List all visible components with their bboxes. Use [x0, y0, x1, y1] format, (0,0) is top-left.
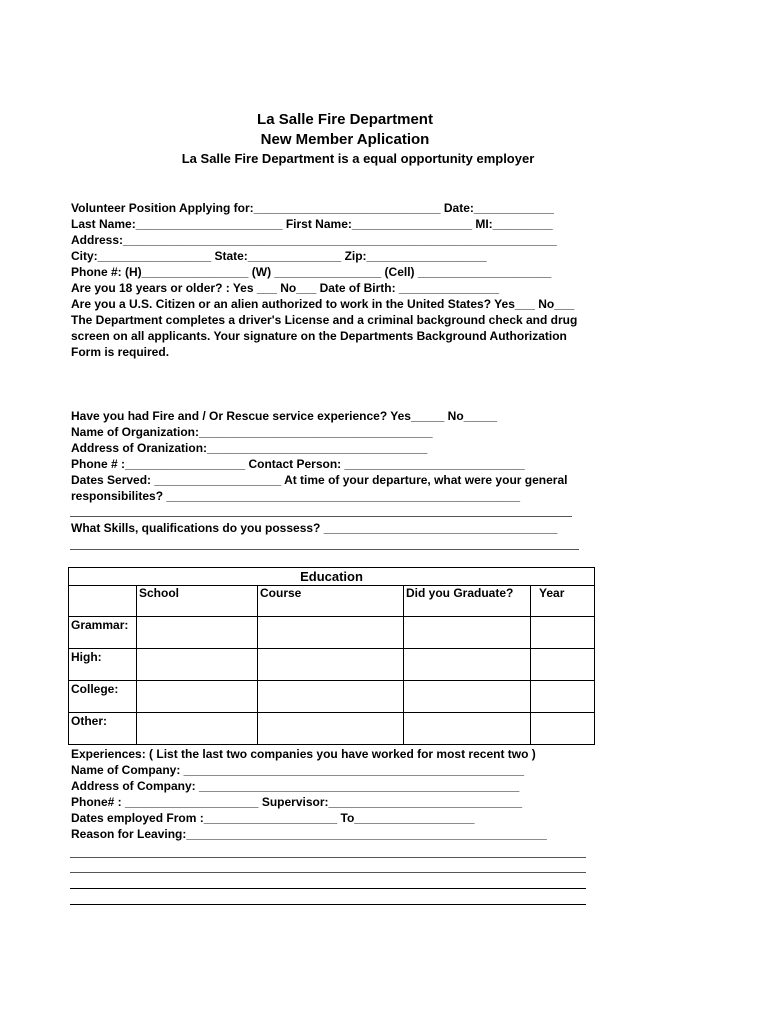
education-table — [68, 567, 595, 745]
education-cell-year[interactable] — [531, 713, 595, 745]
education-cell-graduated[interactable] — [404, 681, 531, 713]
education-cell-school[interactable] — [137, 649, 258, 681]
name-line[interactable]: Last Name:______________________ First Name:__________________ MI:_________ — [71, 217, 553, 231]
education-cell-graduated[interactable] — [404, 713, 531, 745]
education-row-label: Grammar: — [69, 617, 137, 649]
company-address-line[interactable]: Address of Company: ________________________________________________ — [71, 779, 520, 793]
education-cell-course[interactable] — [258, 617, 404, 649]
education-cell-school[interactable] — [137, 617, 258, 649]
position-date-line[interactable]: Volunteer Position Applying for:____________________________ Date:____________ — [71, 201, 554, 215]
reason-extra-rule-4[interactable] — [70, 904, 586, 905]
address-line[interactable]: Address:_________________________________________________________________ — [71, 233, 557, 247]
education-cell-graduated[interactable] — [404, 649, 531, 681]
reason-extra-rule-2[interactable] — [70, 872, 586, 873]
education-cell-course[interactable] — [258, 681, 404, 713]
education-table-title: Education — [69, 568, 595, 586]
background-check-text-3: Form is required. — [71, 345, 170, 359]
dates-served-line[interactable]: Dates Served: ___________________ At time of your departure, what were your general — [71, 473, 568, 487]
skills-line[interactable]: What Skills, qualifications do you possess? ___________________________________ — [71, 521, 558, 535]
education-header-school: School — [137, 586, 258, 617]
dates-employed-line[interactable]: Dates employed From :____________________ To__________________ — [71, 811, 475, 825]
background-check-text: The Department completes a driver's License and a criminal background check and drug — [71, 313, 578, 327]
organization-address-line[interactable]: Address of Oranization:_________________________________ — [71, 441, 428, 455]
education-header-year: Year — [531, 586, 595, 617]
company-phone-supervisor-line[interactable]: Phone# : ____________________ Supervisor:_____________________________ — [71, 795, 523, 809]
education-cell-year[interactable] — [531, 649, 595, 681]
education-row-label: College: — [69, 681, 137, 713]
skills-extra-rule[interactable] — [70, 549, 579, 550]
age-dob-line[interactable]: Are you 18 years or older? : Yes ___ No___ Date of Birth: _______________ — [71, 281, 500, 295]
experience-heading: Experiences: ( List the last two companies you have worked for most recent two ) — [71, 747, 536, 761]
education-row-label: High: — [69, 649, 137, 681]
education-cell-school[interactable] — [137, 681, 258, 713]
reason-for-leaving-line[interactable]: Reason for Leaving:______________________________________________________ — [71, 827, 547, 841]
phone-line[interactable]: Phone #: (H)________________ (W) ________________ (Cell) ____________________ — [71, 265, 552, 279]
background-check-text-2: screen on all applicants. Your signature on the Departments Background Authorization — [71, 329, 567, 343]
reason-extra-rule-3[interactable] — [70, 888, 586, 889]
citizenship-line[interactable]: Are you a U.S. Citizen or an alien authorized to work in the United States? Yes___ No___ — [71, 297, 575, 311]
organization-name-line[interactable]: Name of Organization:___________________________________ — [71, 425, 433, 439]
education-header-graduated: Did you Graduate? — [404, 586, 531, 617]
equal-opportunity-statement: La Salle Fire Department is a equal opportunity employer — [181, 151, 535, 166]
city-state-zip-line[interactable]: City:_________________ State:______________ Zip:__________________ — [71, 249, 487, 263]
education-cell-course[interactable] — [258, 713, 404, 745]
education-row-label: Other: — [69, 713, 137, 745]
document-title: La Salle Fire Department — [257, 111, 433, 128]
education-cell-graduated[interactable] — [404, 617, 531, 649]
reason-extra-rule-1[interactable] — [70, 857, 586, 858]
organization-phone-contact-line[interactable]: Phone # :__________________ Contact Person: ___________________________ — [71, 457, 525, 471]
education-cell-year[interactable] — [531, 617, 595, 649]
education-cell-course[interactable] — [258, 649, 404, 681]
education-cell-school[interactable] — [137, 713, 258, 745]
responsibilities-line[interactable]: responsibilites? _____________________________________________________ — [71, 489, 521, 503]
service-experience-line[interactable]: Have you had Fire and / Or Rescue service experience? Yes_____ No_____ — [71, 409, 498, 423]
responsibilities-extra-rule[interactable] — [70, 516, 572, 517]
education-cell-year[interactable] — [531, 681, 595, 713]
company-name-line[interactable]: Name of Company: ___________________________________________________ — [71, 763, 525, 777]
education-header-blank — [69, 586, 137, 617]
document-subtitle: New Member Aplication — [260, 131, 430, 148]
education-header-course: Course — [258, 586, 404, 617]
